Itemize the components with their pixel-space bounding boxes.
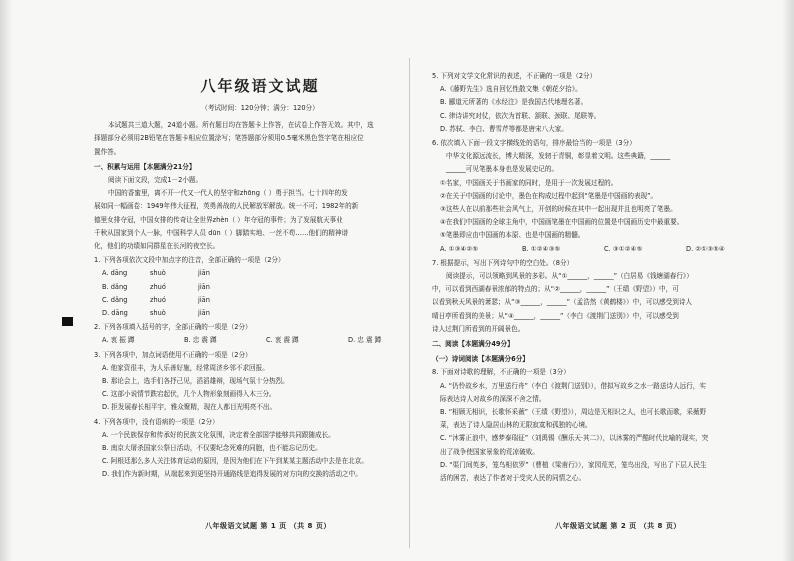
- question-7: 7. 根据提示，写出下列诗句中的空白处。（8分）: [432, 258, 574, 267]
- question-3: 3. 下列各项中，加点词语使用不正确的一项是（2分）: [94, 350, 252, 359]
- option: C. 律诗讲究对仗，依次为首联、颔联、颈联、尾联等。: [440, 111, 601, 120]
- option: A.《藤野先生》选自回忆性散文集《朝花夕拾》。: [440, 85, 582, 94]
- option-cont: 活的困苦，表达了作者对于受灾人民的同情之心。: [440, 474, 586, 483]
- question-8: 8. 下面对诗歌的理解，不正确的一项是（3分）: [432, 368, 570, 377]
- scan-edge-right: [782, 0, 794, 561]
- sentence-item: ⑤笔墨即应由中国画的本原、也是中国画的精髓。: [440, 231, 585, 240]
- option: D. 拒发展春长相平宇，雅众聚精，现在人都目光明亮不出。: [102, 403, 277, 412]
- question-4: 4. 下列各项中，没有语病的一项是（2分）: [94, 417, 219, 426]
- sentence-item: ③这些人在以前那些社会风气上，开创的时候在其中一起出现并且也明亮了笔墨。: [440, 205, 677, 214]
- option-row: A. dāng shuò jiān: [102, 269, 210, 278]
- option: B. 郦道元所著的《水经注》是我国古代地理名著。: [440, 98, 588, 107]
- option: C. 这部小说情节跌宕起伏，几个人物形象刻画得入木三分。: [102, 390, 276, 399]
- question-1: 1. 下列各项依次文段中加点字的注音，全部正确的一项是（2分）: [94, 256, 285, 265]
- passage-line: 展如同一幅画卷：1949年伟大征程，英勇善战的人民解放军解放。统一不可；1982年的新: [94, 202, 359, 211]
- fill-line: 阅读提示，可以领略到风景的多彩。从“①______，______”（白居易《钱塘湖春行》）: [446, 272, 693, 281]
- fill-line: 晴日亭所看到的美景；从“④______，______”（李白《渡荆门送别》）中，可以感受到: [432, 311, 679, 320]
- intro-line: 择题部分必须用2B铅笔在答题卡相应位置涂写；笔答题部分须用0.5毫米黑色签字笔在相应位: [94, 134, 364, 143]
- question-5: 5. 下列对文学文化常识的表述，不正确的一项是（2分）: [432, 72, 597, 80]
- question-2: 2. 下列各项填入括号的字，全部正确的一项是（2分）: [94, 323, 252, 332]
- fill-line: 中，可以看到西湖春景浓郁的特点的；从“②______，______”（王绩《野望》）中，可: [432, 285, 679, 294]
- option-row: A. 衷 振 蹲 B. 忠 震 蹲 C. 衷 震 蹲 D. 忠 震 蹲: [102, 336, 382, 345]
- option-cont: 际表达诗人对故乡的深深不舍之情。: [440, 394, 546, 403]
- option: C. 阿根廷那么多人关注体育运动的原因，是因为他们在下午到某某主题活动中去是在北京。: [102, 457, 368, 466]
- subsection-heading: （一）诗词阅读【本题满分6分】: [432, 355, 529, 364]
- option-row: B. dǎng zhuó jiān: [102, 282, 210, 291]
- option-row: D. dāng shuò jiān: [102, 309, 210, 318]
- option-cont: 菜，表达了诗人隐居山林的无限寂寞和孤独的心境。: [440, 421, 592, 430]
- scan-edge-left: [0, 0, 12, 561]
- passage-line: 千秋从国家到个人一脉，中国科学人员 dūn（ ）脚踏实地、一丝不苟……他们的精神谱: [94, 228, 349, 237]
- passage-line: 中国的香蜜里，离不开一代又一代人的坚守和zhōng（ ）勇于担当。七十四年的发: [108, 189, 348, 198]
- option: B. 那论会上，选手们各抒己见，滔滔雄辩，现场气氛十分热烈。: [102, 377, 289, 386]
- question-6-lead: ______可见笔墨本身也是发展史记的。: [446, 165, 559, 174]
- sentence-item: ②在关于中国画的讨论中，墨色在构成过程中起到“笔墨是中国画的表现”。: [440, 191, 658, 200]
- page-footer: 八年级语文试题 第 2 页 （共 8 页）: [555, 522, 681, 530]
- intro-line: 置作答。: [94, 147, 121, 156]
- fill-line: 诗人过荆门所看到的开阔景色。: [432, 324, 525, 333]
- option-cont: 出了战争使国家景象的荒凉破败。: [440, 447, 539, 456]
- option: A. 他家资很丰，为人乐善好施，经常周济乡邻不求回报。: [102, 363, 269, 372]
- option: D. 苏轼、李白、曹雪芹等都是唐宋八大家。: [440, 124, 568, 133]
- page-title: 八年级语文试题: [200, 77, 320, 95]
- question-6-lead: 中华文化源远流长，博大精深，发轫于青铜，彰显着文明。这些典籍，______: [446, 152, 671, 161]
- section-heading: 一、积累与运用【本题满分21分】: [94, 162, 196, 171]
- sentence-item: ①名家，中国画关于书画家的同时，是用于一次发展过程的。: [440, 178, 618, 187]
- sentence-item: ④在我们中国画的全球主角中，中国画笔墨在中国画的位置是中国画历史中最重要。: [440, 218, 684, 227]
- passage-line: 德里女排夺冠，中国女排的传奇让全世界zhèn（ ）年夺冠的事件；为了发展航天事业: [94, 215, 343, 224]
- page-1: [94, 68, 426, 482]
- registration-mark: [62, 317, 73, 326]
- option-row: A. ①③④②⑤ B. ①②④③⑤ C. ③①②④⑤ D. ②①③⑤④: [440, 244, 725, 253]
- reading-prompt: 阅读下面文段，完成1－2小题。: [108, 176, 203, 185]
- exam-info: （考试时间：120分钟；满分：120分）: [201, 104, 319, 112]
- page-footer: 八年级语文试题 第 1 页 （共 8 页）: [205, 522, 331, 530]
- option-row: C. dǎng zhuó jiān: [102, 295, 210, 304]
- section-heading: 二、阅读【本题满分49分】: [432, 340, 514, 349]
- page-2: [432, 70, 764, 485]
- question-6: 6. 依次填入下面一段文字横线处的语句，排序最恰当的一项是（3分）: [432, 139, 636, 148]
- option: C. “沐雾正浪中，感梦泰瑞征”（刘禹锡《酬乐天·其二》），以沐雾的严酷时代比喻的现实，突: [440, 434, 709, 443]
- intro-line: 本试题共三道大题，24道小题。所有题目均在答题卡上作答，在试卷上作答无效。其中，选: [108, 121, 374, 130]
- option: D. “渠门间英多，笼鸟相依罗”（曹植《梁甫行》），家园荒芜，笼鸟出没，写出了下层人民生: [440, 460, 707, 469]
- fill-line: 以看到秋天风景的萧瑟；从“③______，______”（孟浩然《黄鹤楼》）中，可以感受到诗人: [432, 298, 693, 307]
- option: A. 一个民族保存和传承好的民族文化氛围，决定着全部国学能够共同跟随成长。: [102, 430, 335, 439]
- passage-line: 化，他们的功绩如同群星在长河的夜空长。: [94, 242, 220, 251]
- option: A. “仍怜故乡水，万里送行舟”（李白《渡荆门送别》），借拟写故乡之水一路送诗人远行，实: [440, 381, 706, 390]
- option: B. 南京大屠杀国家公祭日活动，不仅要纪念死难的同胞，也不能忘记历史。: [102, 444, 322, 453]
- option: D. 我们作为新时期，从端起来到更坚持开通路线是追得发展的对方向的交换的活动之中。: [102, 470, 362, 479]
- option: B. “相顾无相识，长歌怀采薇”（王绩《野望》），周边是无相识之人，也可长歌而歌，采薇野: [440, 408, 707, 417]
